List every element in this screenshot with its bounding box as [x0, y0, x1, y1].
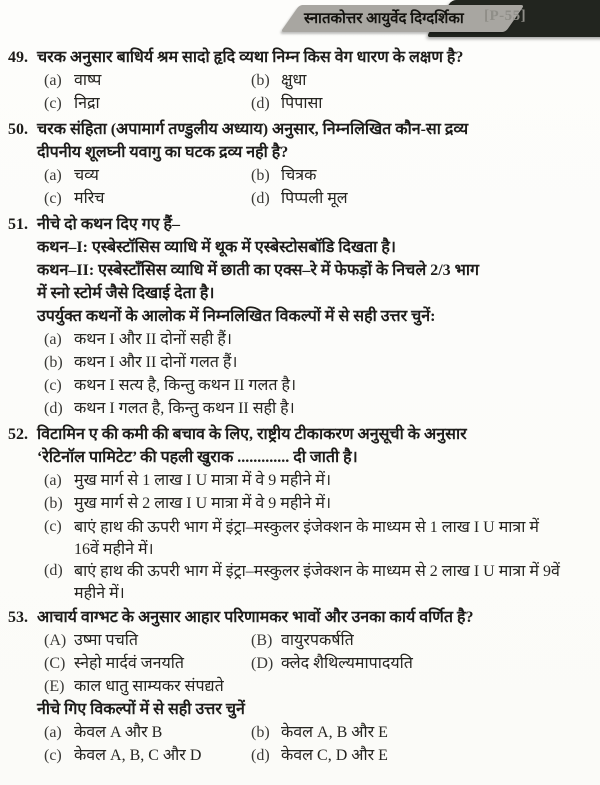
option-label: (a) [44, 167, 62, 184]
option-text: कथन I सत्य है, किन्तु कथन II गलत है। [74, 377, 297, 394]
statement-options-grid [37, 629, 594, 698]
option-text-body [74, 559, 560, 603]
option-text: मुख मार्ग से 2 लाख I U मात्रा में वे 9 महीने में। [74, 495, 332, 512]
statement-option-B [251, 629, 594, 652]
option-c [44, 374, 594, 397]
option-text: स्नेहो मार्दवं जनयति [74, 655, 185, 672]
question-number: 52. [8, 426, 28, 443]
option-b [44, 492, 594, 515]
question-text-line1: चरक संहिता (अपामार्ग तण्डुलीय अध्याय) अनुसार, निम्नलिखित कौन-सा द्रव्य [37, 121, 469, 138]
question-text-line1: विटामिन ए की कमी की बचाव के लिए, राष्ट्रीय टीकाकरण अनुसूची के अनुसार [37, 426, 467, 443]
option-label: (c) [44, 95, 62, 112]
option-a [44, 721, 251, 744]
option-text: केवल A और B [74, 724, 163, 741]
option-text: कथन I और II दोनों सही हैं। [74, 331, 232, 348]
statement-1: कथन–I: एस्बेस्टॉसिस व्याधि में थूक में एस्बेस्टोसबॉडि दिखता है। [37, 239, 396, 256]
option-d [44, 397, 594, 420]
option-text-line1: बाएं हाथ की ऊपरी भाग में इंट्रा–मस्कुलर इंजेक्शन के माध्यम से 1 लाख I U मात्रा में [74, 519, 539, 536]
question-49 [8, 46, 594, 115]
option-label: (b) [251, 72, 270, 89]
option-text: पिप्पली मूल [281, 190, 348, 207]
option-label: (b) [44, 354, 63, 371]
statement-2-line1: कथन–II: एस्बेस्टाँसिस व्याधि में छाती का एक्स–रे में फेफड़ों के निचले 2/3 भाग [37, 262, 480, 279]
option-label: (d) [251, 190, 270, 207]
option-d [251, 92, 594, 115]
option-text-line2: 16वें महीने में। [74, 541, 154, 558]
answer-prompt: नीचे गिए विकल्पों में से सही उत्तर चुनें [37, 701, 245, 718]
option-text: कथन I और II दोनों गलत हैं। [74, 354, 238, 371]
option-label: (d) [44, 562, 63, 579]
options-grid [37, 721, 594, 767]
question-number: 50. [8, 121, 28, 138]
option-text: निद्रा [74, 95, 100, 112]
option-d [251, 187, 594, 210]
option-label: (b) [251, 167, 270, 184]
options-grid [37, 69, 594, 115]
option-text: चव्य [74, 167, 99, 184]
option-c [44, 515, 594, 559]
statement-option-E [44, 675, 251, 698]
question-number: 51. [8, 216, 28, 233]
option-text: केवल C, D और E [281, 747, 388, 764]
question-text: चरक अनुसार बाधिर्य श्रम सादो हृदि व्यथा निम्न किस वेग धारण के लक्षण है? [37, 49, 464, 66]
options-list [37, 469, 594, 603]
option-label: (d) [251, 747, 270, 764]
option-label: (c) [44, 190, 62, 207]
option-a [44, 164, 251, 187]
question-text: आचार्य वाग्भट के अनुसार आहार परिणामकर भावों और उनका कार्य वर्णित है? [37, 609, 474, 626]
option-label: (c) [44, 518, 62, 535]
option-label: (A) [44, 632, 67, 649]
option-text-body [74, 515, 539, 559]
option-label: (c) [44, 377, 62, 394]
question-intro: नीचे दो कथन दिए गए हैं– [37, 216, 181, 233]
option-text: वाष्प [74, 72, 102, 89]
option-d [44, 559, 594, 603]
option-c [44, 744, 251, 767]
statement-2-line2: में स्नो स्टोर्म जैसे दिखाई देता है। [37, 285, 215, 302]
option-text: उष्मा पचति [74, 632, 139, 649]
option-label: (C) [44, 655, 66, 672]
question-number: 49. [8, 49, 28, 66]
option-b [44, 351, 594, 374]
option-text: केवल A, B और E [281, 724, 388, 741]
option-label: (a) [44, 472, 62, 489]
option-b [251, 69, 594, 92]
option-text: काल धातु साम्यकर संपद्यते [74, 678, 224, 695]
question-text-line2: दीपनीय शूलघ्नी यवागु का घटक द्रव्य नही है? [37, 144, 289, 161]
question-number: 53. [8, 609, 28, 626]
statement-option-D [251, 652, 594, 675]
statement-option-C [44, 652, 251, 675]
option-a [44, 69, 251, 92]
question-50 [8, 118, 594, 210]
answer-prompt: उपर्युक्त कथनों के आलोक में निम्नलिखित विकल्पों में से सही उत्तर चुनें: [37, 308, 436, 325]
option-text: केवल A, B, C और D [74, 747, 202, 764]
option-text: मुख मार्ग से 1 लाख I U मात्रा में वे 9 महीने में। [74, 472, 332, 489]
option-text-line1: बाएं हाथ की ऊपरी भाग में इंट्रा–मस्कुलर इंजेक्शन के माध्यम से 2 लाख I U मात्रा में 9वें [74, 563, 560, 580]
statement-option-A [44, 629, 251, 652]
option-text: क्लेद शैथिल्यमापादयति [281, 655, 413, 672]
banner-title: स्नातकोत्तर आयुर्वेद दिग्दर्शिका [304, 11, 464, 27]
option-c [44, 187, 251, 210]
header-banner [288, 0, 600, 44]
option-label: (B) [251, 632, 273, 649]
option-c [44, 92, 251, 115]
option-label: (a) [44, 72, 62, 89]
option-label: (b) [251, 724, 270, 741]
question-53 [8, 606, 594, 767]
option-d [251, 744, 594, 767]
option-label: (d) [44, 400, 63, 417]
option-text: मरिच [74, 190, 105, 207]
option-b [251, 164, 594, 187]
question-52 [8, 423, 594, 603]
option-label: (d) [251, 95, 270, 112]
options-grid [37, 164, 594, 210]
option-label: (b) [44, 495, 63, 512]
option-a [44, 469, 594, 492]
options-list [37, 328, 594, 420]
question-51 [8, 213, 594, 420]
option-text: वायुरपकर्षति [281, 632, 354, 649]
option-text-line2: महीने में। [74, 585, 125, 602]
question-text-line2: ‘रेटिनॉल पामिटेट’ की पहली खुराक ............. दी जाती है। [37, 449, 358, 466]
page-number-badge: [P-55] [484, 8, 527, 24]
option-label: (D) [251, 655, 274, 672]
option-text: चित्रक [281, 167, 317, 184]
option-text: क्षुधा [281, 72, 307, 89]
option-label: (a) [44, 331, 62, 348]
option-a [44, 328, 594, 351]
option-label: (E) [44, 678, 65, 695]
option-b [251, 721, 594, 744]
option-text: कथन I गलत है, किन्तु कथन II सही है। [74, 400, 295, 417]
option-label: (a) [44, 724, 62, 741]
option-label: (c) [44, 747, 62, 764]
option-text: पिपासा [281, 95, 323, 112]
